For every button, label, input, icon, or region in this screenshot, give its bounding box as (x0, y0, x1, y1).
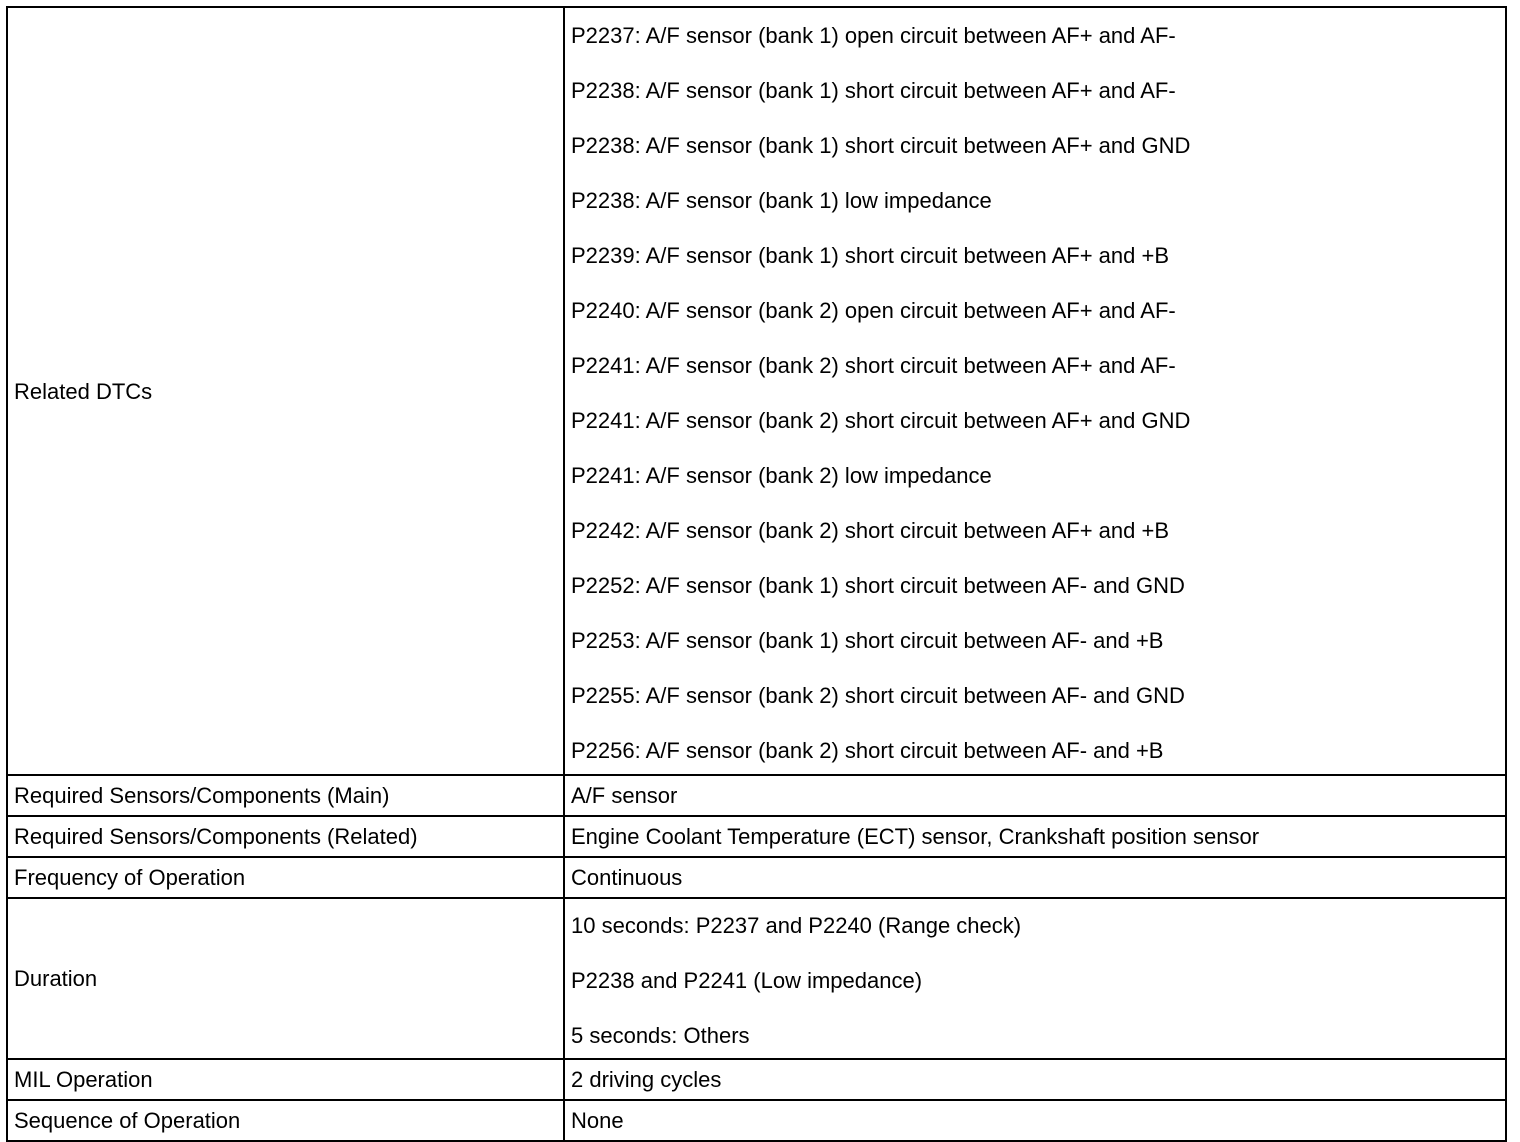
row-label: MIL Operation (7, 1059, 564, 1100)
table-row (7, 1059, 1506, 1100)
row-value: Continuous (564, 857, 1506, 898)
row-value: A/F sensor (564, 775, 1506, 816)
dtc-line: P2238: A/F sensor (bank 1) short circuit between AF+ and AF- (571, 78, 1176, 103)
row-label: Required Sensors/Components (Main) (7, 775, 564, 816)
duration-cell (564, 898, 1506, 1059)
dtc-line: P2241: A/F sensor (bank 2) low impedance (571, 463, 992, 488)
dtc-line: P2253: A/F sensor (bank 1) short circuit between AF- and +B (571, 628, 1164, 653)
table-row (7, 1100, 1506, 1141)
dtc-line: P2241: A/F sensor (bank 2) short circuit between AF+ and AF- (571, 353, 1176, 378)
table-row (7, 898, 1506, 1059)
dtc-line: P2252: A/F sensor (bank 1) short circuit between AF- and GND (571, 573, 1185, 598)
row-label: Sequence of Operation (7, 1100, 564, 1141)
dtc-line: P2237: A/F sensor (bank 1) open circuit between AF+ and AF- (571, 23, 1176, 48)
table-row (7, 7, 1506, 775)
table-row (7, 857, 1506, 898)
dtc-line: P2255: A/F sensor (bank 2) short circuit between AF- and GND (571, 683, 1185, 708)
duration-line: P2238 and P2241 (Low impedance) (571, 968, 923, 993)
row-label: Duration (7, 898, 564, 1059)
row-value: None (564, 1100, 1506, 1141)
duration-line: 10 seconds: P2237 and P2240 (Range check) (571, 913, 1022, 938)
row-value: 2 driving cycles (564, 1059, 1506, 1100)
row-label: Frequency of Operation (7, 857, 564, 898)
dtc-line: P2242: A/F sensor (bank 2) short circuit between AF+ and +B (571, 518, 1169, 543)
table-row (7, 816, 1506, 857)
related-dtcs-cell (564, 7, 1506, 775)
table-row (7, 775, 1506, 816)
dtc-line: P2238: A/F sensor (bank 1) short circuit between AF+ and GND (571, 133, 1191, 158)
duration-line: 5 seconds: Others (571, 1023, 750, 1048)
row-value: Engine Coolant Temperature (ECT) sensor, Crankshaft position sensor (564, 816, 1506, 857)
dtc-line: P2241: A/F sensor (bank 2) short circuit between AF+ and GND (571, 408, 1191, 433)
dtc-line: P2238: A/F sensor (bank 1) low impedance (571, 188, 992, 213)
dtc-line: P2256: A/F sensor (bank 2) short circuit between AF- and +B (571, 738, 1164, 763)
row-label: Required Sensors/Components (Related) (7, 816, 564, 857)
dtc-line: P2240: A/F sensor (bank 2) open circuit between AF+ and AF- (571, 298, 1176, 323)
dtc-line: P2239: A/F sensor (bank 1) short circuit between AF+ and +B (571, 243, 1169, 268)
row-label: Related DTCs (7, 7, 564, 775)
monitor-spec-table (6, 6, 1507, 1142)
